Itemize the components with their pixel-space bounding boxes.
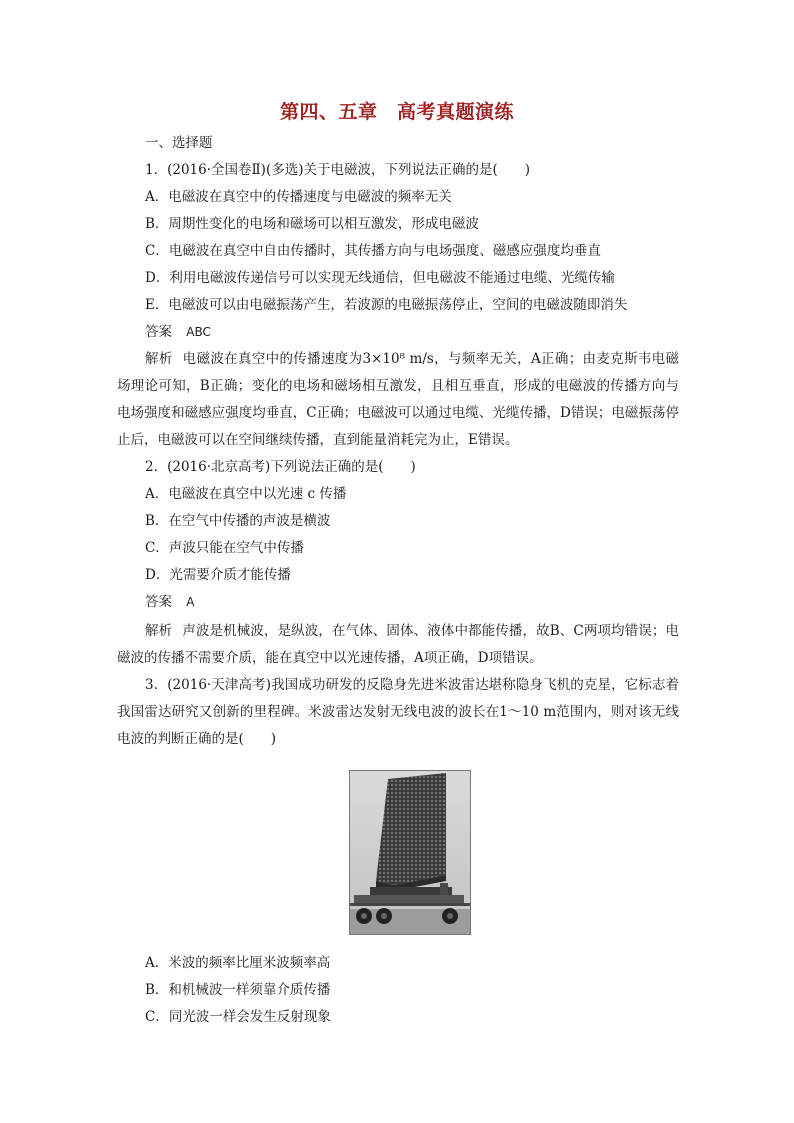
- question-1-answer: [145, 319, 211, 346]
- answer-label: 答案: [145, 324, 172, 340]
- question-3-option-c: C．同光波一样会发生反射现象: [145, 1009, 331, 1025]
- analysis-text: 电磁波在真空中的传播速度为3×10⁸ m/s，与频率无关，A正确；由麦克斯韦电磁场理论可知，B正确；变化的电场和磁场相互激发，且相互垂直，形成的电磁波的传播方向与电场强度和磁感应强度均垂直，C正确；电磁波可以通过电缆、光缆传播，D错误；电磁振荡停止后，电磁波可以在空间继续传播，直到能量消耗完为止，E错误。: [117, 351, 680, 448]
- analysis-text: 声波是机械波，是纵波，在气体、固体、液体中都能传播，故B、C两项均错误；电磁波的传播不需要介质，能在真空中以光速传播，A项正确，D项错误。: [117, 623, 680, 666]
- question-3-option-b: B．和机械波一样须靠介质传播: [145, 982, 331, 998]
- question-1-option-e: E．电磁波可以由电磁振荡产生，若波源的电磁振荡停止，空间的电磁波随即消失: [145, 297, 628, 313]
- page-title: 第四、五章 高考真题演练: [279, 101, 514, 123]
- question-3-option-a: A．米波的频率比厘米波频率高: [145, 955, 331, 971]
- radar-photo: [349, 770, 471, 935]
- question-2-option-b: B．在空气中传播的声波是横波: [145, 513, 331, 529]
- answer-value: ABC: [186, 325, 211, 339]
- section-heading: 一、选择题: [145, 135, 213, 151]
- question-1-stem: 1．(2016·全国卷Ⅱ)(多选)关于电磁波，下列说法正确的是( ): [145, 162, 531, 178]
- question-2-stem: 2．(2016·北京高考)下列说法正确的是( ): [145, 459, 416, 475]
- question-3-stem: 3．(2016·天津高考)我国成功研发的反隐身先进米波雷达堪称隐身飞机的克星，它标志着我国雷达研究又创新的里程碑。米波雷达发射无线电波的波长在1～10 m范围内，则对该无线电波的判断正确的是( ): [117, 677, 679, 747]
- question-2-option-a: A．电磁波在真空中以光速 c 传播: [145, 486, 347, 502]
- analysis-label: 解析: [145, 351, 173, 367]
- question-1-analysis: [117, 346, 679, 454]
- question-2-answer: [145, 589, 195, 616]
- question-1-option-d: D．利用电磁波传递信号可以实现无线通信，但电磁波不能通过电缆、光缆传输: [145, 270, 615, 286]
- analysis-label: 解析: [145, 623, 173, 639]
- question-1-option-b: B．周期性变化的电场和磁场可以相互激发，形成电磁波: [145, 216, 479, 232]
- question-2-analysis: [117, 618, 679, 672]
- question-1-option-a: A．电磁波在真空中的传播速度与电磁波的频率无关: [145, 189, 452, 205]
- answer-label: 答案: [145, 594, 172, 610]
- answer-value: A: [186, 595, 195, 609]
- question-2-option-c: C．声波只能在空气中传播: [145, 540, 304, 556]
- question-1-option-c: C．电磁波在真空中自由传播时，其传播方向与电场强度、磁感应强度均垂直: [145, 243, 601, 259]
- question-2-option-d: D．光需要介质才能传播: [145, 567, 291, 583]
